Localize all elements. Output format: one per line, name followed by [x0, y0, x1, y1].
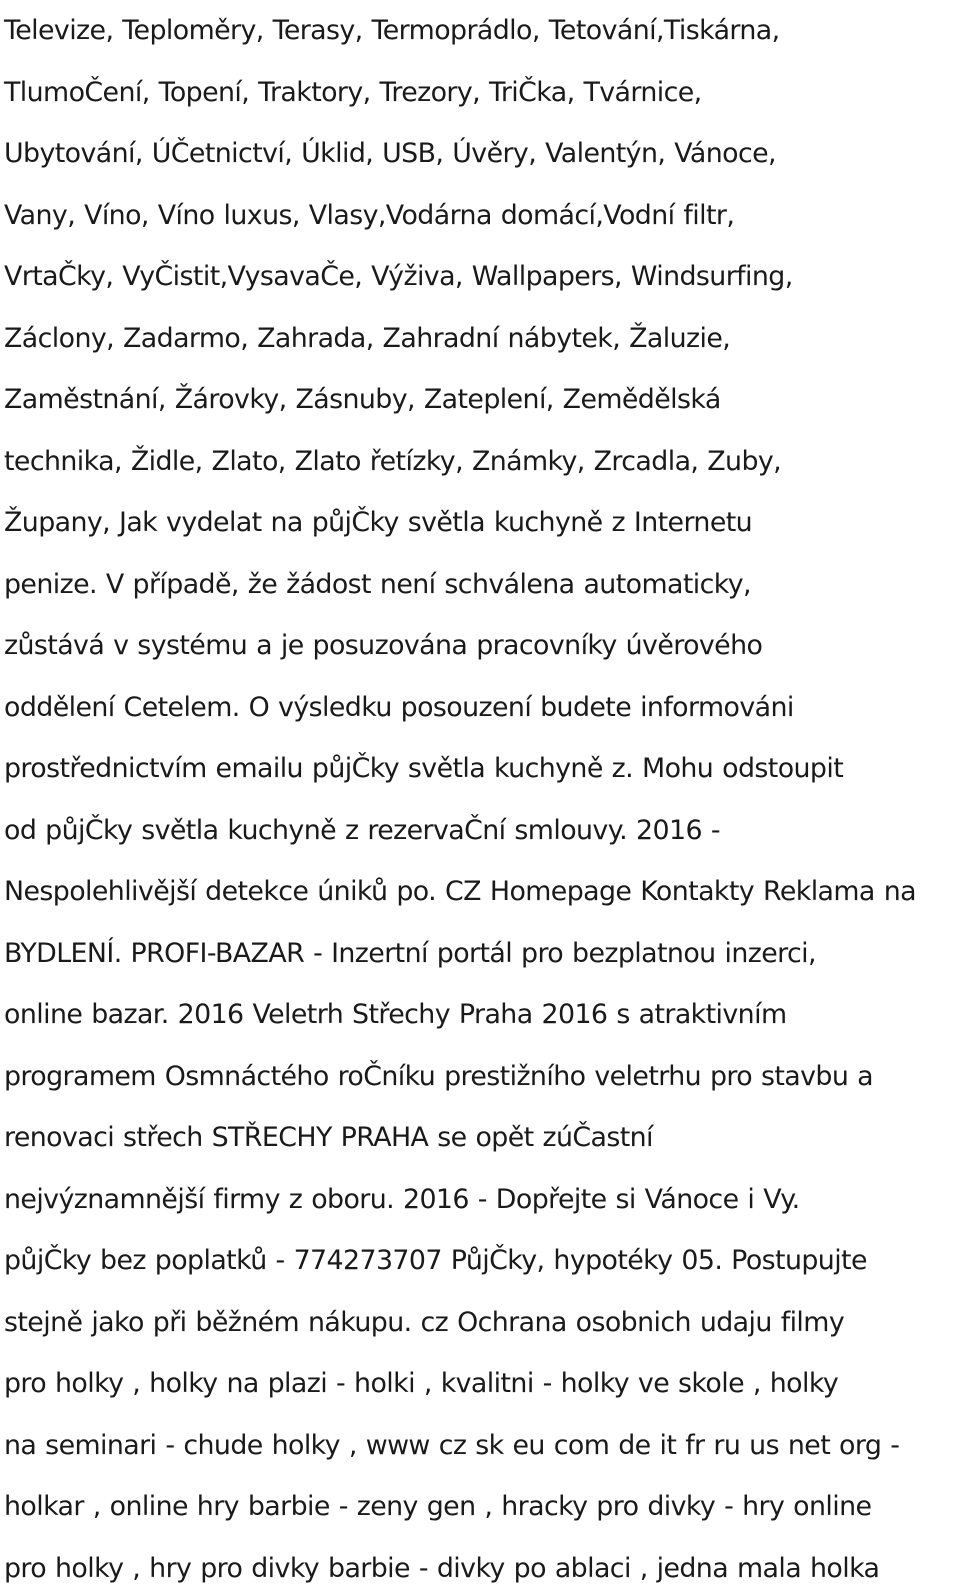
text-line: pro holky , holky na plazi - holki , kvalitni - holky ve skole , holky: [4, 1368, 839, 1399]
body-text: [4, 0, 960, 1592]
text-line: oddělení Cetelem. O výsledku posouzení budete informováni: [4, 691, 794, 723]
text-line: programem Osmnáctého roČníku prestižního veletrhu pro stavbu a: [4, 1060, 874, 1092]
text-line: od půjČky světla kuchyně z rezervaČní smlouvy. 2016 -: [4, 814, 720, 846]
text-line: holkar , online hry barbie - zeny gen , hracky pro divky - hry online: [4, 1491, 872, 1522]
text-line: online bazar. 2016 Veletrh Střechy Praha 2016 s atraktivním: [4, 999, 787, 1030]
text-line: Nespolehlivější detekce úniků po. CZ Homepage Kontakty Reklama na: [4, 876, 916, 907]
text-line: pro holky , hry pro divky barbie - divky po ablaci , jedna mala holka: [4, 1552, 880, 1584]
text-line: BYDLENÍ. PROFI-BAZAR - Inzertní portál pro bezplatnou inzerci,: [4, 937, 816, 969]
text-line: půjČky bez poplatků - 774273707 PůjČky, hypotéky 05. Postupujte: [4, 1245, 867, 1276]
text-line: Župany, Jak vydelat na půjČky světla kuchyně z Internetu: [4, 507, 753, 538]
text-line: Záclony, Zadarmo, Zahrada, Zahradní nábytek, Žaluzie,: [4, 322, 731, 354]
text-line: na seminari - chude holky , www cz sk eu com de it fr ru us net org -: [4, 1429, 900, 1461]
text-line: TlumoČení, Topení, Traktory, Trezory, TriČka, Tvárnice,: [4, 76, 702, 108]
text-line: zůstává v systému a je posuzována pracovníky úvěrového: [4, 630, 763, 661]
text-line: Ubytování, ÚČetnictví, Úklid, USB, Úvěry, Valentýn, Vánoce,: [4, 138, 776, 169]
text-line: technika, Židle, Zlato, Zlato řetízky, Známky, Zrcadla, Zuby,: [4, 445, 782, 477]
text-line: Vany, Víno, Víno luxus, Vlasy,Vodárna domácí,Vodní filtr,: [4, 199, 735, 231]
text-line: VrtaČky, VyČistit,VysavaČe, Výživa, Wallpapers, Windsurfing,: [4, 261, 793, 292]
text-line: nejvýznamnější firmy z oboru. 2016 - Dopřejte si Vánoce i Vy.: [4, 1183, 800, 1215]
text-line: penize. V případě, že žádost není schválena automaticky,: [4, 568, 751, 600]
text-line: stejně jako při běžném nákupu. cz Ochrana osobnich udaju filmy: [4, 1306, 845, 1338]
text-line: Zaměstnání, Žárovky, Zásnuby, Zateplení, Zemědělská: [4, 384, 721, 415]
text-line: Televize, Teploměry, Terasy, Termoprádlo, Tetování,Tiskárna,: [4, 15, 780, 46]
text-line: renovaci střech STŘECHY PRAHA se opět zúČastní: [4, 1122, 653, 1153]
text-line: prostřednictvím emailu půjČky světla kuchyně z. Mohu odstoupit: [4, 753, 844, 784]
